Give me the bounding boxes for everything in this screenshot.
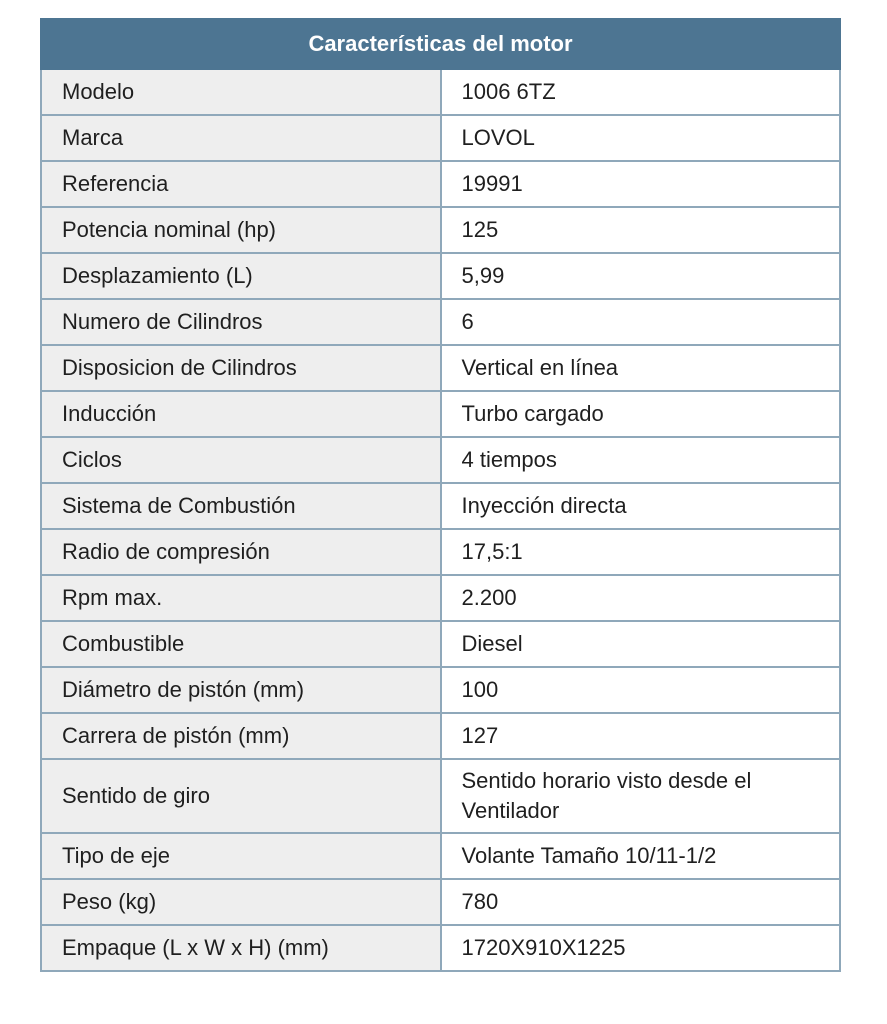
- spec-value: Turbo cargado: [441, 391, 841, 437]
- engine-specs-table: [40, 18, 841, 972]
- spec-label: Combustible: [41, 621, 441, 667]
- spec-label: Inducción: [41, 391, 441, 437]
- table-row: [41, 253, 840, 299]
- spec-label: Sentido de giro: [41, 759, 441, 833]
- table-row: [41, 437, 840, 483]
- spec-value: 17,5:1: [441, 529, 841, 575]
- table-row: [41, 483, 840, 529]
- table-row: [41, 207, 840, 253]
- spec-value: 100: [441, 667, 841, 713]
- table-row: [41, 299, 840, 345]
- table-row: [41, 621, 840, 667]
- spec-label: Potencia nominal (hp): [41, 207, 441, 253]
- table-row: [41, 161, 840, 207]
- spec-label: Tipo de eje: [41, 833, 441, 879]
- spec-value: 780: [441, 879, 841, 925]
- spec-value: 6: [441, 299, 841, 345]
- spec-label: Diámetro de pistón (mm): [41, 667, 441, 713]
- spec-value: 1006 6TZ: [441, 69, 841, 115]
- spec-value: Volante Tamaño 10/11-1/2: [441, 833, 841, 879]
- spec-label: Desplazamiento (L): [41, 253, 441, 299]
- table-row: [41, 759, 840, 833]
- spec-value: 125: [441, 207, 841, 253]
- spec-label: Carrera de pistón (mm): [41, 713, 441, 759]
- spec-value: Inyección directa: [441, 483, 841, 529]
- table-row: [41, 713, 840, 759]
- spec-label: Radio de compresión: [41, 529, 441, 575]
- spec-value: Diesel: [441, 621, 841, 667]
- table-row: [41, 69, 840, 115]
- spec-value: Sentido horario visto desde el Ventilador: [441, 759, 841, 833]
- table-row: [41, 115, 840, 161]
- spec-label: Modelo: [41, 69, 441, 115]
- table-row: [41, 667, 840, 713]
- spec-label: Numero de Cilindros: [41, 299, 441, 345]
- table-row: [41, 345, 840, 391]
- spec-value: 5,99: [441, 253, 841, 299]
- table-row: [41, 391, 840, 437]
- table-title: Características del motor: [41, 19, 840, 69]
- spec-label: Ciclos: [41, 437, 441, 483]
- table-row: [41, 879, 840, 925]
- table-row: [41, 833, 840, 879]
- spec-value: 2.200: [441, 575, 841, 621]
- spec-label: Rpm max.: [41, 575, 441, 621]
- table-row: [41, 925, 840, 971]
- spec-label: Sistema de Combustión: [41, 483, 441, 529]
- table-header-row: [41, 19, 840, 69]
- table-row: [41, 575, 840, 621]
- spec-label: Peso (kg): [41, 879, 441, 925]
- spec-label: Marca: [41, 115, 441, 161]
- spec-value: 127: [441, 713, 841, 759]
- spec-label: Disposicion de Cilindros: [41, 345, 441, 391]
- spec-label: Referencia: [41, 161, 441, 207]
- table-row: [41, 529, 840, 575]
- spec-value: 4 tiempos: [441, 437, 841, 483]
- spec-value: 19991: [441, 161, 841, 207]
- spec-value: 1720X910X1225: [441, 925, 841, 971]
- spec-value: Vertical en línea: [441, 345, 841, 391]
- spec-value: LOVOL: [441, 115, 841, 161]
- spec-label: Empaque (L x W x H) (mm): [41, 925, 441, 971]
